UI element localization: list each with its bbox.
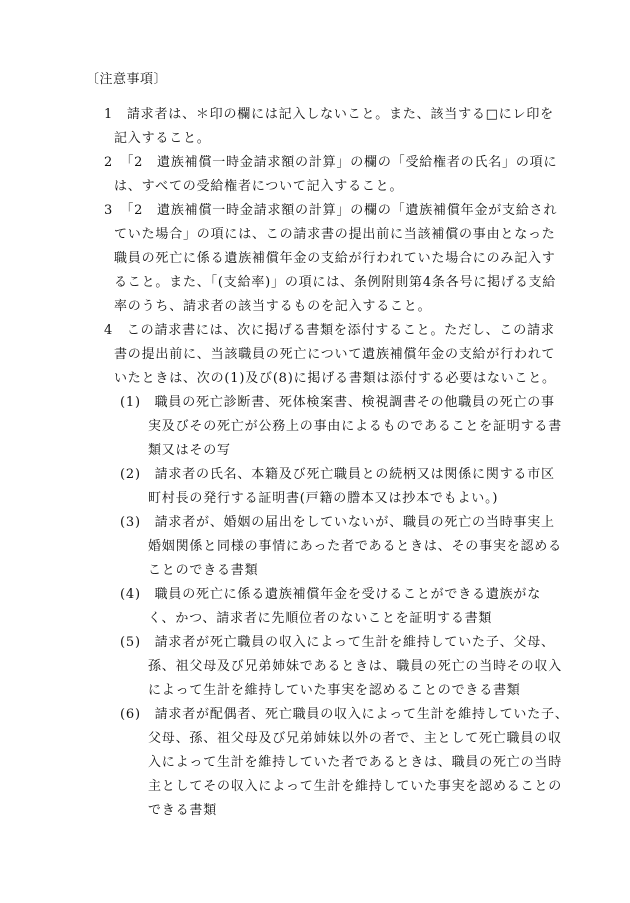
note-item-2 bbox=[104, 151, 557, 199]
attachment-line: 主としてその収入によって生計を維持していた事実を認めることの bbox=[148, 779, 563, 794]
attachment-line: 町村長の発行する証明書(戸籍の謄本又は抄本でもよい。) bbox=[148, 491, 499, 506]
attachment-item-5 bbox=[120, 631, 562, 703]
attachment-line: ことのできる書類 bbox=[148, 563, 259, 578]
attachment-line: (2) 請求者の氏名、本籍及び死亡職員との続柄又は関係に関する市区 bbox=[120, 467, 555, 482]
attachment-line: 類又はその写 bbox=[148, 443, 231, 458]
attachment-line: (3) 請求者が、婚姻の届出をしていないが、職員の死亡の当時事実上 bbox=[120, 515, 555, 530]
attachment-line: 実及びその死亡が公務上の事由によるものであることを証明する書 bbox=[148, 419, 563, 434]
note-item-3 bbox=[104, 199, 557, 319]
note-line: は、すべての受給権者について記入すること。 bbox=[114, 179, 404, 194]
note-item-4 bbox=[104, 319, 556, 391]
attachment-item-2 bbox=[120, 463, 555, 511]
attachment-line: (5) 請求者が死亡職員の収入によって生計を維持していた子、父母、 bbox=[120, 635, 555, 650]
attachment-line: 入によって生計を維持していた者であるときは、職員の死亡の当時 bbox=[148, 755, 563, 770]
note-line: 1 請求者は、＊印の欄には記入しないこと。また、該当する□にレ印を bbox=[104, 107, 554, 122]
attachment-line: (4) 職員の死亡に係る遺族補償年金を受けることができる遺族がな bbox=[120, 587, 542, 602]
note-line: ること。また、「(支給率)」の項には、条例附則第4条各号に掲げる支給 bbox=[114, 275, 557, 290]
note-line: 記入すること。 bbox=[114, 131, 211, 146]
attachment-line: 孫、祖父母及び兄弟姉妹であるときは、職員の死亡の当時その収入 bbox=[148, 659, 563, 674]
attachment-line: 父母、孫、祖父母及び兄弟姉妹以外の者で、主として死亡職員の収 bbox=[148, 731, 562, 746]
attachment-line: 婚姻関係と同様の事情にあった者であるときは、その事実を認める bbox=[148, 539, 562, 554]
attachment-item-6 bbox=[120, 703, 569, 823]
note-line: 4 この請求書には、次に掲げる書類を添付すること。ただし、この請求 bbox=[104, 323, 555, 338]
attachment-line: (6) 請求者が配偶者、死亡職員の収入によって生計を維持していた子、 bbox=[120, 707, 569, 722]
attachment-item-4 bbox=[120, 583, 541, 631]
note-line: 書の提出前に、当該職員の死亡について遺族補償年金の支給が行われて bbox=[114, 347, 556, 362]
note-line: 職員の死亡に係る遺族補償年金の支給が行われていた場合にのみ記入す bbox=[114, 251, 556, 266]
note-line: 率のうち、請求者の該当するものを記入すること。 bbox=[114, 299, 432, 314]
note-line: ていた場合」の項には、この請求書の提出前に当該補償の事由となった bbox=[114, 227, 556, 242]
attachment-line: できる書類 bbox=[148, 803, 218, 818]
note-item-1 bbox=[104, 103, 554, 151]
attachment-line: く、かつ、請求者に先順位者のないことを証明する書類 bbox=[148, 611, 493, 626]
notes-heading: 〔注意事項〕 bbox=[86, 72, 168, 87]
note-line: 3 「2 遺族補償一時金請求額の計算」の欄の「遺族補償年金が支給され bbox=[104, 203, 558, 218]
attachment-item-3 bbox=[120, 511, 562, 583]
attachment-line: によって生計を維持していた事実を認めることのできる書類 bbox=[148, 683, 521, 698]
note-line: 2 「2 遺族補償一時金請求額の計算」の欄の「受給権者の氏名」の項に bbox=[104, 155, 558, 170]
attachment-line: (1) 職員の死亡診断書、死体検案書、検視調書その他職員の死亡の事 bbox=[120, 395, 555, 410]
note-line: いたときは、次の(1)及び(8)に掲げる書類は添付する必要はないこと。 bbox=[114, 371, 556, 386]
attachment-item-1 bbox=[120, 391, 562, 463]
